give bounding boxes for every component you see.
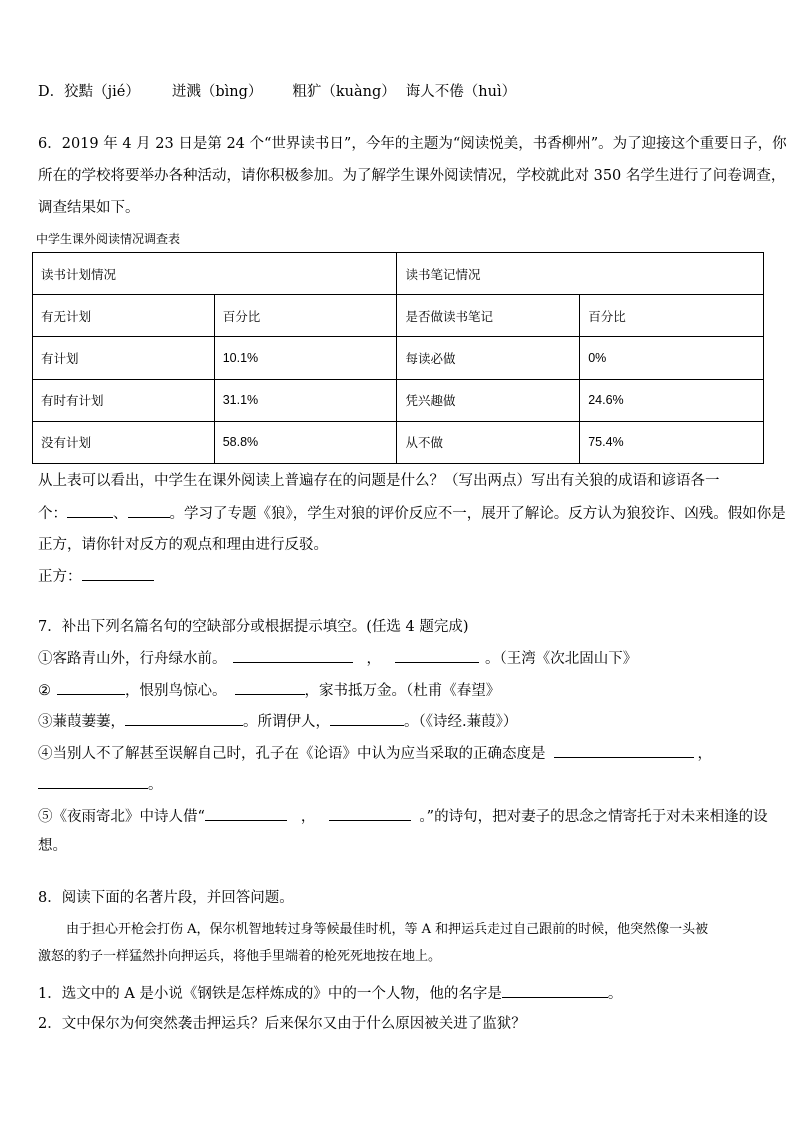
option-d-line	[38, 82, 516, 102]
answer-blank[interactable]	[233, 648, 353, 663]
q6-after-2	[38, 503, 786, 524]
q8-title: 8．阅读下面的名著片段，并回答问题。	[38, 890, 294, 906]
option-d-item-1: D．狡黠（jié）	[38, 84, 140, 100]
table-cell: 24.6%	[580, 379, 764, 421]
table-group-header: 读书计划情况	[33, 253, 397, 295]
q7-item-2-num: ②	[38, 683, 51, 699]
q7-item-5-text: ⑤《夜雨寄北》中诗人借“	[38, 809, 205, 825]
table-cell: 58.8%	[214, 421, 397, 463]
q6-after-2-b: 。学习了专题《狼》，学生对狼的评价反应不一，展开了解论。反方认为狼狡诈、凶残。假如你是	[169, 506, 786, 522]
table-col-header: 有无计划	[33, 295, 215, 337]
table-cell: 有时有计划	[33, 379, 215, 421]
answer-blank[interactable]	[395, 648, 479, 663]
q7-item-5	[38, 806, 768, 827]
q7-item-3	[38, 711, 517, 732]
q6-after-4-label: 正方：	[38, 569, 82, 585]
answer-blank[interactable]	[329, 806, 411, 821]
q6-after-1: 从上表可以看出，中学生在课外阅读上普遍存在的问题是什么？（写出两点）写出有关狼的成语和谚语各一	[38, 473, 720, 489]
q7-title: 7．补出下列名篇名句的空缺部分或根据提示填空。(任选 4 题完成)	[38, 619, 469, 635]
q6-after-3: 正方，请你针对反方的观点和理由进行反驳。	[38, 537, 328, 553]
answer-blank[interactable]	[330, 711, 404, 726]
table-col-header: 百分比	[214, 295, 397, 337]
option-d-item-2: 迸溅（bìng）	[171, 84, 263, 100]
q7-item-1-text: ①客路青山外，行舟绿水前。	[38, 651, 227, 667]
q7-item-4-text: ④当别人不了解甚至误解自己时，孔子在《论语》中认为应当采取的正确态度是	[38, 746, 546, 762]
survey-table	[32, 252, 764, 464]
table-col-header: 是否做读书笔记	[397, 295, 580, 337]
table-cell: 31.1%	[214, 379, 397, 421]
q7-item-4-cont	[38, 774, 163, 795]
q8-question-1-text: 1．选文中的 A 是小说《钢铁是怎样炼成的》中的一个人物，他的名字是	[38, 986, 502, 1002]
answer-blank[interactable]	[38, 774, 148, 789]
q6-line-2: 所在的学校将要举办各种活动，请你积极参加。为了解学生课外阅读情况，学校就此对 350 名学生进行了问卷调查，	[38, 168, 786, 184]
q8-passage-line-2: 激怒的豹子一样猛然扑向押运兵，将他手里端着的枪死死地按在地上。	[38, 949, 442, 964]
answer-blank[interactable]	[502, 983, 608, 998]
table-cell: 10.1%	[214, 337, 397, 379]
q7-item-1-sep: ，	[366, 651, 381, 667]
table-cell: 没有计划	[33, 421, 215, 463]
table-cell: 每读必做	[397, 337, 580, 379]
q7-item-3-source: 。（《诗经.蒹葭》）	[404, 714, 518, 730]
table-cell: 75.4%	[580, 421, 764, 463]
table-group-header-row	[33, 253, 764, 295]
answer-blank[interactable]	[57, 680, 125, 695]
table-row	[33, 379, 764, 421]
option-d-item-3: 粗犷（kuàng）	[292, 84, 396, 100]
q7-item-4-sep: ，	[697, 746, 712, 762]
q7-item-3-text: ③蒹葭萋萋，	[38, 714, 125, 730]
table-header-row	[33, 295, 764, 337]
option-d-item-4: 诲人不倦（huì）	[405, 84, 517, 100]
answer-blank[interactable]	[82, 566, 154, 581]
answer-blank[interactable]	[128, 503, 170, 518]
q7-item-2-text: ，恨别鸟惊心。	[125, 683, 227, 699]
q7-item-5-end: 。”的诗句，把对妻子的思念之情寄托于对未来相逢的设	[419, 809, 768, 825]
q7-item-4	[38, 743, 712, 764]
q7-item-1	[38, 648, 637, 669]
table-cell: 0%	[580, 337, 764, 379]
table-group-header: 读书笔记情况	[397, 253, 764, 295]
q6-after-4	[38, 566, 154, 587]
table-cell: 从不做	[397, 421, 580, 463]
answer-blank[interactable]	[235, 680, 305, 695]
q6-line-1: 6．2019 年 4 月 23 日是第 24 个“世界读书日”，今年的主题为“阅读悦美，书香柳州”。为了迎接这个重要日子，你	[38, 136, 787, 152]
q7-item-5-sep: ，	[300, 809, 316, 825]
q6-after-2-sep: 、	[113, 506, 128, 522]
answer-blank[interactable]	[125, 711, 243, 726]
answer-blank[interactable]	[67, 503, 113, 518]
table-row	[33, 421, 764, 463]
q6-line-3: 调查结果如下。	[38, 200, 140, 216]
table-col-header: 百分比	[580, 295, 764, 337]
q7-item-5-cont: 想。	[38, 838, 67, 854]
q8-question-2: 2．文中保尔为何突然袭击押运兵？后来保尔又由于什么原因被关进了监狱？	[38, 1016, 526, 1032]
q7-item-3-mid: 。所谓伊人，	[243, 714, 330, 730]
table-row	[33, 337, 764, 379]
answer-blank[interactable]	[554, 743, 694, 758]
q6-after-2-a: 个：	[38, 506, 67, 522]
table-title: 中学生课外阅读情况调查表	[36, 232, 181, 246]
table-cell: 有计划	[33, 337, 215, 379]
answer-blank[interactable]	[205, 806, 287, 821]
q8-question-1	[38, 983, 622, 1004]
q8-passage-line-1: 由于担心开枪会打伤 A，保尔机智地转过身等候最佳时机，等 A 和押运兵走过自己跟前的时候，他突然像一头被	[66, 922, 709, 937]
q7-item-2	[38, 680, 500, 701]
q7-item-1-source: 。（王湾《次北固山下》	[485, 651, 638, 667]
q7-item-2-source: ，家书抵万金。（杜甫《春望》	[304, 683, 501, 699]
table-cell: 凭兴趣做	[397, 379, 580, 421]
q8-question-1-end: 。	[607, 986, 623, 1002]
q7-item-4-end: 。	[148, 777, 163, 793]
